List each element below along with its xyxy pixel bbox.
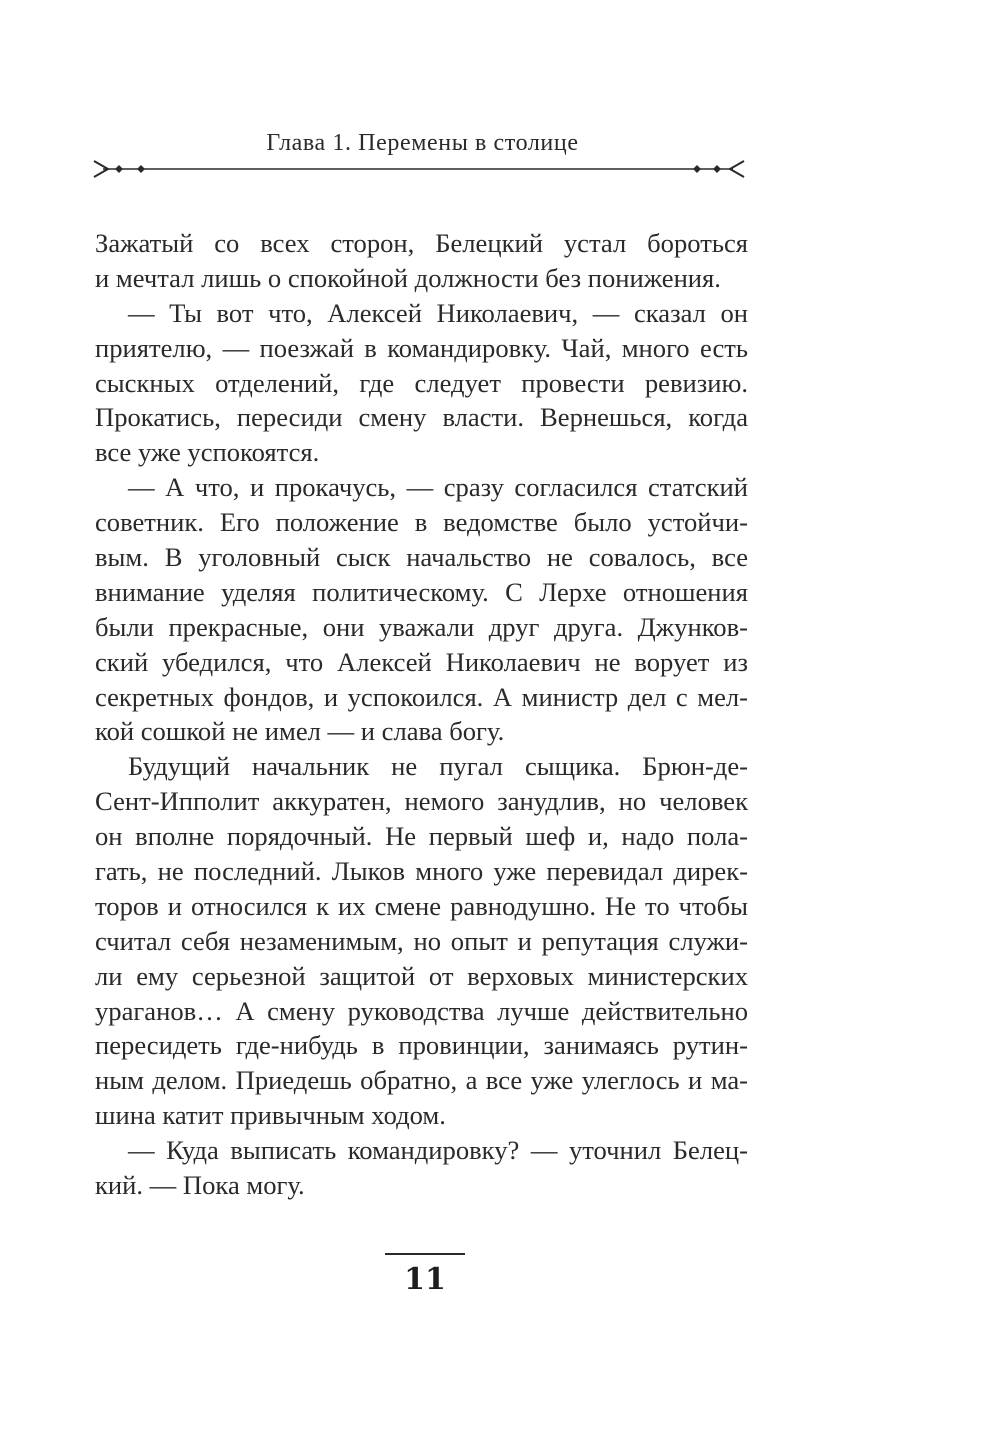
text-line: — Куда выписать командировку? — уточнил Белец- [128,1135,748,1166]
text-line: все уже успокоятся. [95,437,320,468]
text-line: вым. В уголовный сыск начальство не совалось, все [95,542,748,573]
text-line: ным делом. Приедешь обратно, а все уже улеглось и ма- [95,1065,748,1096]
text-line: советник. Его положение в ведомстве было устойчи- [95,507,748,538]
header-ornament [93,154,745,184]
text-line: внимание уделяя политическому. С Лерхе отношения [95,576,748,607]
text-line: кий. — Пока могу. [95,1170,305,1201]
text-line: торов и относился к их смене равнодушно. Не то чтобы [95,890,748,921]
text-line: ли ему серьезной защитой от верховых министерских [95,960,748,991]
text-line: ский убедился, что Алексей Николаевич не ворует из [95,646,748,677]
text-line: Сент-Ипполит аккуратен, немого занудлив, но человек [95,786,748,817]
text-line: сыскных отделений, где следует провести ревизию. [95,367,748,398]
text-line: Зажатый со всех сторон, Белецкий устал бороться [95,228,748,258]
page-number: 11 [404,1262,446,1297]
text-line: Будущий начальник не пугал сыщика. Брюн-де- [128,751,748,782]
text-line: он вполне порядочный. Не первый шеф и, надо пола- [95,821,748,852]
text-line: — А что, и прокачусь, — сразу согласился статский [128,472,748,503]
running-head: Глава 1. Перемены в столице [266,130,579,156]
text-line: секретных фондов, и успокоился. А министр дел с мел- [95,681,748,712]
page-number-rule [385,1253,465,1255]
text-line: были прекрасные, они уважали друг друга. Джунков- [95,611,748,642]
text-line: пересидеть где-нибудь в провинции, занимаясь рутин- [95,1030,748,1061]
text-line: считал себя незаменимым, но опыт и репутация служи- [95,925,748,956]
text-line: шина катит привычным ходом. [95,1100,446,1131]
text-line: гать, не последний. Лыков много уже перевидал дирек- [95,856,748,887]
text-line: приятелю, — поезжай в командировку. Чай, много есть [95,332,748,363]
text-line: и мечтал лишь о спокойной должности без понижения. [95,262,721,293]
text-line: кой сошкой не имел — и слава богу. [95,716,505,747]
text-line: ураганов… А смену руководства лучше действительно [95,995,748,1026]
text-line: — Ты вот что, Алексей Николаевич, — сказал он [128,297,748,328]
body-text [95,226,748,1203]
text-line: Прокатись, пересиди смену власти. Вернешься, когда [95,402,748,433]
